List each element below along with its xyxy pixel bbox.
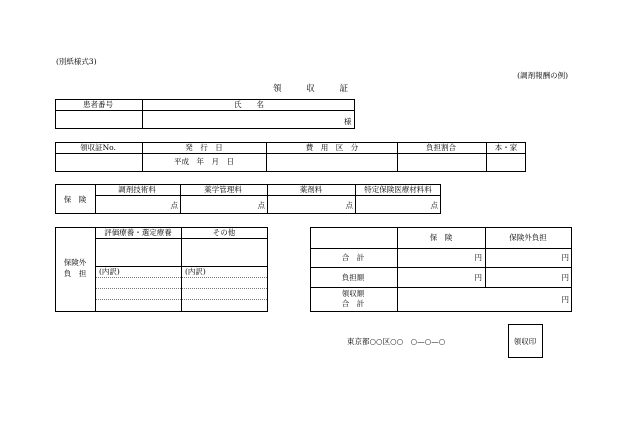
points-unit: 点: [170, 201, 178, 210]
divider: [397, 227, 398, 312]
divider: [397, 142, 398, 172]
divider: [95, 184, 96, 214]
received-label-2: 合 計: [341, 299, 365, 308]
non-insurance-label-1: 保険外: [63, 258, 87, 267]
divider: [180, 184, 181, 214]
divider: [355, 184, 356, 214]
dotted-rule: [96, 288, 267, 289]
divider: [310, 248, 572, 249]
divider: [95, 195, 441, 196]
yen-unit: 円: [474, 273, 482, 282]
cost-category-label: 費 用 区 分: [305, 143, 359, 152]
divider: [95, 238, 268, 239]
divider: [55, 153, 526, 154]
special-material-fee-label: 特定保険医療材料料: [364, 185, 432, 194]
divider: [486, 142, 487, 172]
issue-date-label: 発 行 日: [185, 143, 223, 152]
points-unit: 点: [257, 201, 265, 210]
honorific-label: 様: [344, 117, 352, 126]
totals-insurance-header: 保 険: [429, 233, 453, 242]
yen-unit: 円: [474, 253, 482, 262]
total-label: 合 計: [341, 253, 365, 262]
receipt-stamp-label: 領収印: [513, 337, 537, 346]
dispensing-fee-label: 調剤技術料: [118, 185, 156, 194]
received-label-1: 領収額: [341, 289, 365, 298]
divider: [267, 184, 268, 214]
dotted-rule: [96, 277, 267, 278]
breakdown-label: (内訳): [185, 267, 206, 276]
divider: [310, 267, 572, 268]
issue-date-value: 平成 年 月 日: [174, 157, 234, 166]
address: 東京都○○区○○ ○—○—○: [347, 337, 446, 346]
form-reference: (別紙様式3): [56, 57, 97, 66]
evaluation-care-label: 評価療養・選定療養: [104, 228, 172, 237]
example-label: (調剤報酬の例): [517, 71, 568, 80]
breakdown-label: (内訳): [99, 267, 120, 276]
dotted-rule: [96, 299, 267, 300]
totals-non-insurance-header: 保険外負担: [509, 233, 547, 242]
patient-name-label: 氏 名: [234, 100, 264, 109]
divider: [55, 110, 355, 111]
divider: [142, 99, 143, 129]
drug-fee-label: 薬剤料: [299, 185, 323, 194]
other-label: その他: [212, 228, 236, 237]
burden-amount-label: 負担額: [341, 273, 365, 282]
points-unit: 点: [345, 201, 353, 210]
points-unit: 点: [430, 201, 438, 210]
divider: [142, 142, 143, 172]
burden-ratio-label: 負担割合: [426, 143, 456, 152]
page-title: 領 収 証: [273, 84, 359, 94]
divider: [266, 142, 267, 172]
insurance-label: 保 険: [63, 195, 87, 204]
divider: [485, 227, 486, 287]
principal-family-label: 本・家: [494, 143, 518, 152]
yen-unit: 円: [561, 295, 569, 304]
divider: [310, 287, 572, 288]
receipt-no-label: 領収証No.: [80, 143, 116, 152]
non-insurance-label-2: 負 担: [63, 269, 87, 278]
yen-unit: 円: [561, 273, 569, 282]
patient-number-label: 患者番号: [83, 100, 113, 109]
divider: [95, 266, 268, 267]
yen-unit: 円: [561, 253, 569, 262]
pharmaceutical-management-fee-label: 薬学管理料: [204, 185, 242, 194]
